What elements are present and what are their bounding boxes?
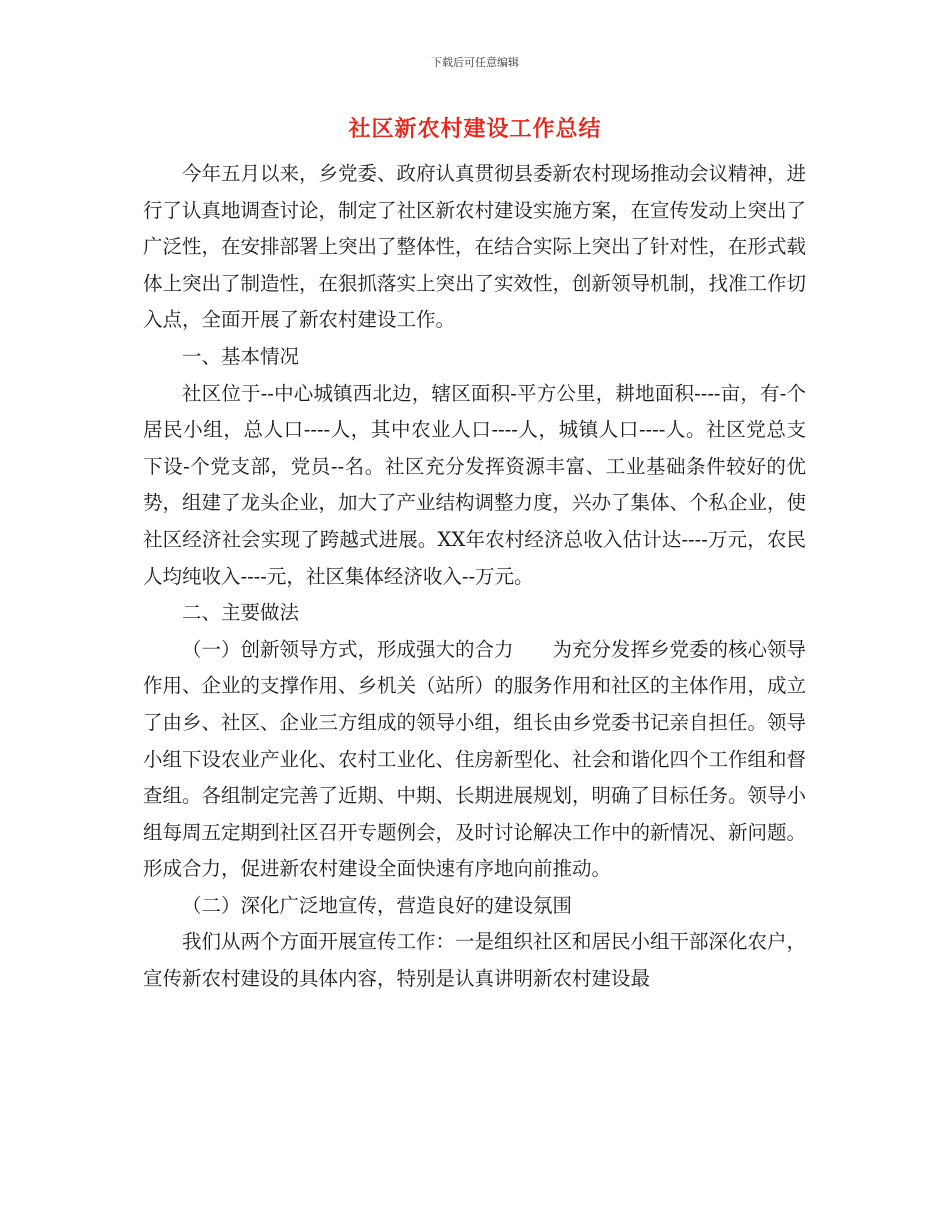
subsection-heading-2: （二）深化广泛地宣传，营造良好的建设氛围	[182, 893, 573, 917]
section-heading-methods: 二、主要做法	[182, 601, 300, 625]
paragraph-method-2: 我们从两个方面开展宣传工作：一是组织社区和居民小组干部深化农户，宣传新农村建设的具体内容，特别是认真讲明新农村建设最	[143, 930, 807, 991]
paragraph-intro: 今年五月以来，乡党委、政府认真贯彻县委新农村现场推动会议精神，进行了认真地调查讨论，制定了社区新农村建设实施方案，在宣传发动上突出了广泛性，在安排部署上突出了整体性，在结合实际上突出了针对性，在形式载体上突出了制造性，在狠抓落实上突出了实效性，创新领导机制，找准工作切入点，全面开展了新农村建设工作。	[143, 162, 807, 332]
document-body	[143, 156, 806, 998]
section-heading-basic: 一、基本情况	[182, 344, 300, 368]
paragraph-method-1: （一）创新领导方式，形成强大的合力 为充分发挥乡党委的核心领导作用、企业的支撑作用、乡机关（站所）的服务作用和社区的主体作用，成立了由乡、社区、企业三方组成的领导小组，组长由乡党委书记亲自担任。领导小组下设农业产业化、农村工业化、住房新型化、社会和谐化四个工作组和督查组。各组制定完善了近期、中期、长期进展规划，明确了目标任务。领导小组每周五定期到社区召开专题例会，及时讨论解决工作中的新情况、新问题。形成合力，促进新农村建设全面快速有序地向前推动。	[143, 637, 807, 881]
document-title: 社区新农村建设工作总结	[348, 116, 602, 142]
page-header-note: 下载后可任意编辑	[431, 56, 519, 69]
paragraph-basic-info: 社区位于--中心城镇西北边，辖区面积-平方公里，耕地面积----亩，有-个居民小组，总人口----人，其中农业人口----人，城镇人口----人。社区党总支下设-个党支部，党员--名。社区充分发挥资源丰富、工业基础条件较好的优势，组建了龙头企业，加大了产业结构调整力度，兴办了集体、个私企业，使社区经济社会实现了跨越式进展。XX年农村经济总收入估计达----万元，农民人均纯收入----元，社区集体经济收入--万元。	[143, 381, 807, 588]
